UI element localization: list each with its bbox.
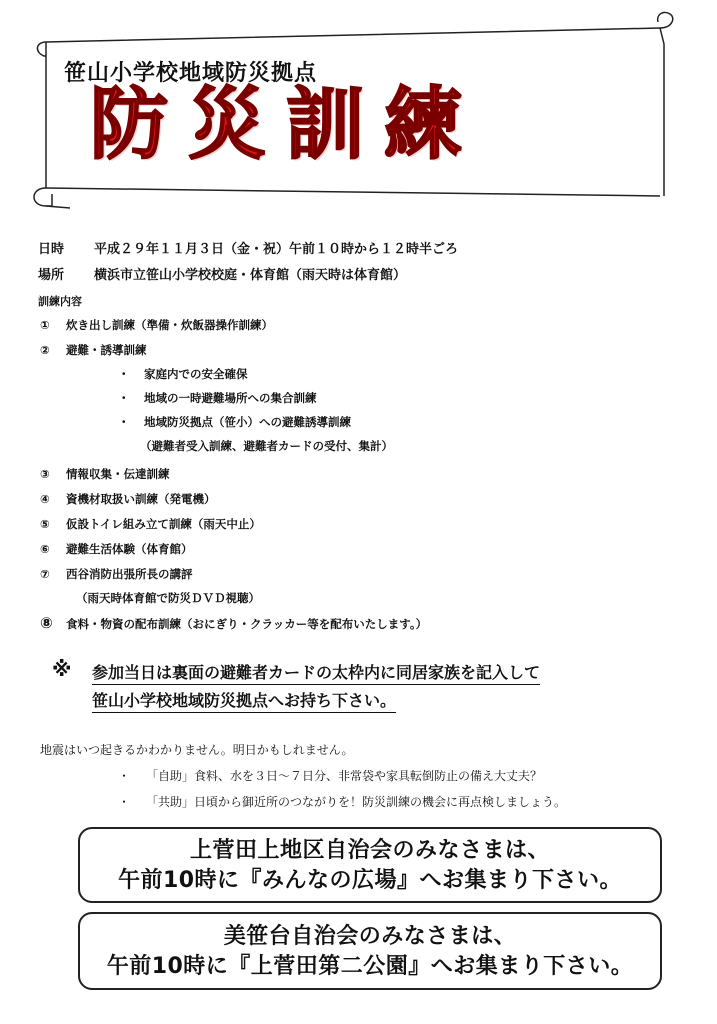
item-text: 食料・物資の配布訓練（おにぎり・クラッカー等を配布いたします。）: [66, 617, 428, 631]
banner-subtitle: 笹山小学校地域防災拠点: [64, 61, 318, 86]
item-text: 避難生活体験（体育館）: [66, 542, 193, 556]
subitem-text: 地域の一時避難場所への集合訓練: [144, 391, 317, 405]
item-number: ⑤: [40, 517, 50, 531]
bullet: ・: [118, 367, 130, 381]
item-text: 資機材取扱い訓練（発電機）: [66, 492, 216, 506]
bullet: ・: [118, 415, 130, 429]
training-subitem-3: [118, 414, 351, 430]
quake-bullet-2: [118, 793, 566, 810]
item-number: ⑥: [40, 542, 50, 556]
bullet: ・: [118, 769, 131, 783]
quake-bullet-1: [118, 767, 542, 784]
item-text: 炊き出し訓練（準備・炊飯器操作訓練）: [66, 318, 273, 332]
item-number: ⑧: [40, 614, 53, 632]
item-text: 情報収集・伝達訓練: [66, 467, 170, 481]
title-banner: [0, 0, 717, 215]
assembly-box-1: [78, 827, 662, 903]
banner-title: 防災訓練: [90, 80, 483, 170]
item-number: ②: [40, 343, 50, 357]
assembly-box-2-line-1: 美笹台自治会のみなさまは、: [223, 924, 517, 949]
notice-line-1: 参加当日は裏面の避難者カードの太枠内に同居家族を記入して: [92, 660, 540, 685]
training-subitem-2: [118, 390, 317, 406]
item-text: 西谷消防出張所長の講評: [66, 567, 193, 581]
item-text: 仮設トイレ組み立て訓練（雨天中止）: [66, 517, 261, 531]
training-heading: 訓練内容: [38, 295, 82, 308]
notice-line-2: 笹山小学校地域防災拠点へお持ち下さい。: [92, 688, 396, 713]
training-subitem-note: （避難者受入訓練、避難者カードの受付、集計）: [140, 439, 393, 453]
training-item-3: [40, 466, 170, 482]
training-item-5: [40, 516, 261, 532]
subitem-text: 地域防災拠点（笹小）への避難誘導訓練: [144, 415, 351, 429]
item-number: ⑦: [40, 567, 50, 581]
training-item-6: [40, 541, 193, 557]
date-label: 日時: [38, 242, 65, 257]
assembly-box-2: [78, 912, 662, 990]
assembly-box-1-line-1: 上菅田上地区自治会のみなさまは、: [189, 838, 550, 863]
assembly-box-1-line-2: 午前10時に『みんなの広場』へお集まり下さい。: [117, 868, 623, 893]
training-item-7-note: （雨天時体育館で防災ＤＶＤ視聴）: [76, 591, 260, 605]
training-item-7: [40, 566, 193, 582]
assembly-box-2-line-2: 午前10時に『上菅田第二公園』へお集まり下さい。: [106, 954, 634, 979]
place-value: 横浜市立笹山小学校校庭・体育館（雨天時は体育館）: [94, 268, 407, 283]
item-number: ①: [40, 318, 50, 332]
place-label: 場所: [38, 268, 65, 283]
training-item-4: [40, 491, 216, 507]
item-number: ④: [40, 492, 50, 506]
quake-intro: 地震はいつ起きるかわかりません。明日かもしれません。: [40, 743, 354, 757]
bullet: ・: [118, 391, 130, 405]
training-item-2: [40, 342, 147, 358]
item-number: ③: [40, 467, 50, 481]
date-row: [38, 238, 458, 257]
subitem-text: 家庭内での安全確保: [144, 367, 248, 381]
training-item-1: [40, 317, 273, 333]
date-value: 平成２９年１１月３日（金・祝）午前１０時から１２時半ごろ: [94, 242, 459, 257]
training-item-8: [40, 614, 427, 632]
item-text: 避難・誘導訓練: [66, 343, 147, 357]
place-row: [38, 264, 406, 283]
bullet-text: 「共助」日頃から御近所のつながりを！防災訓練の機会に再点検しましょう。: [146, 795, 567, 809]
bullet: ・: [118, 795, 131, 809]
training-subitem-1: [118, 366, 248, 382]
bullet-text: 「自助」食料、水を３日～７日分、非常袋や家具転倒防止の備え大丈夫？: [146, 769, 543, 783]
notice-mark: ※: [52, 657, 72, 681]
